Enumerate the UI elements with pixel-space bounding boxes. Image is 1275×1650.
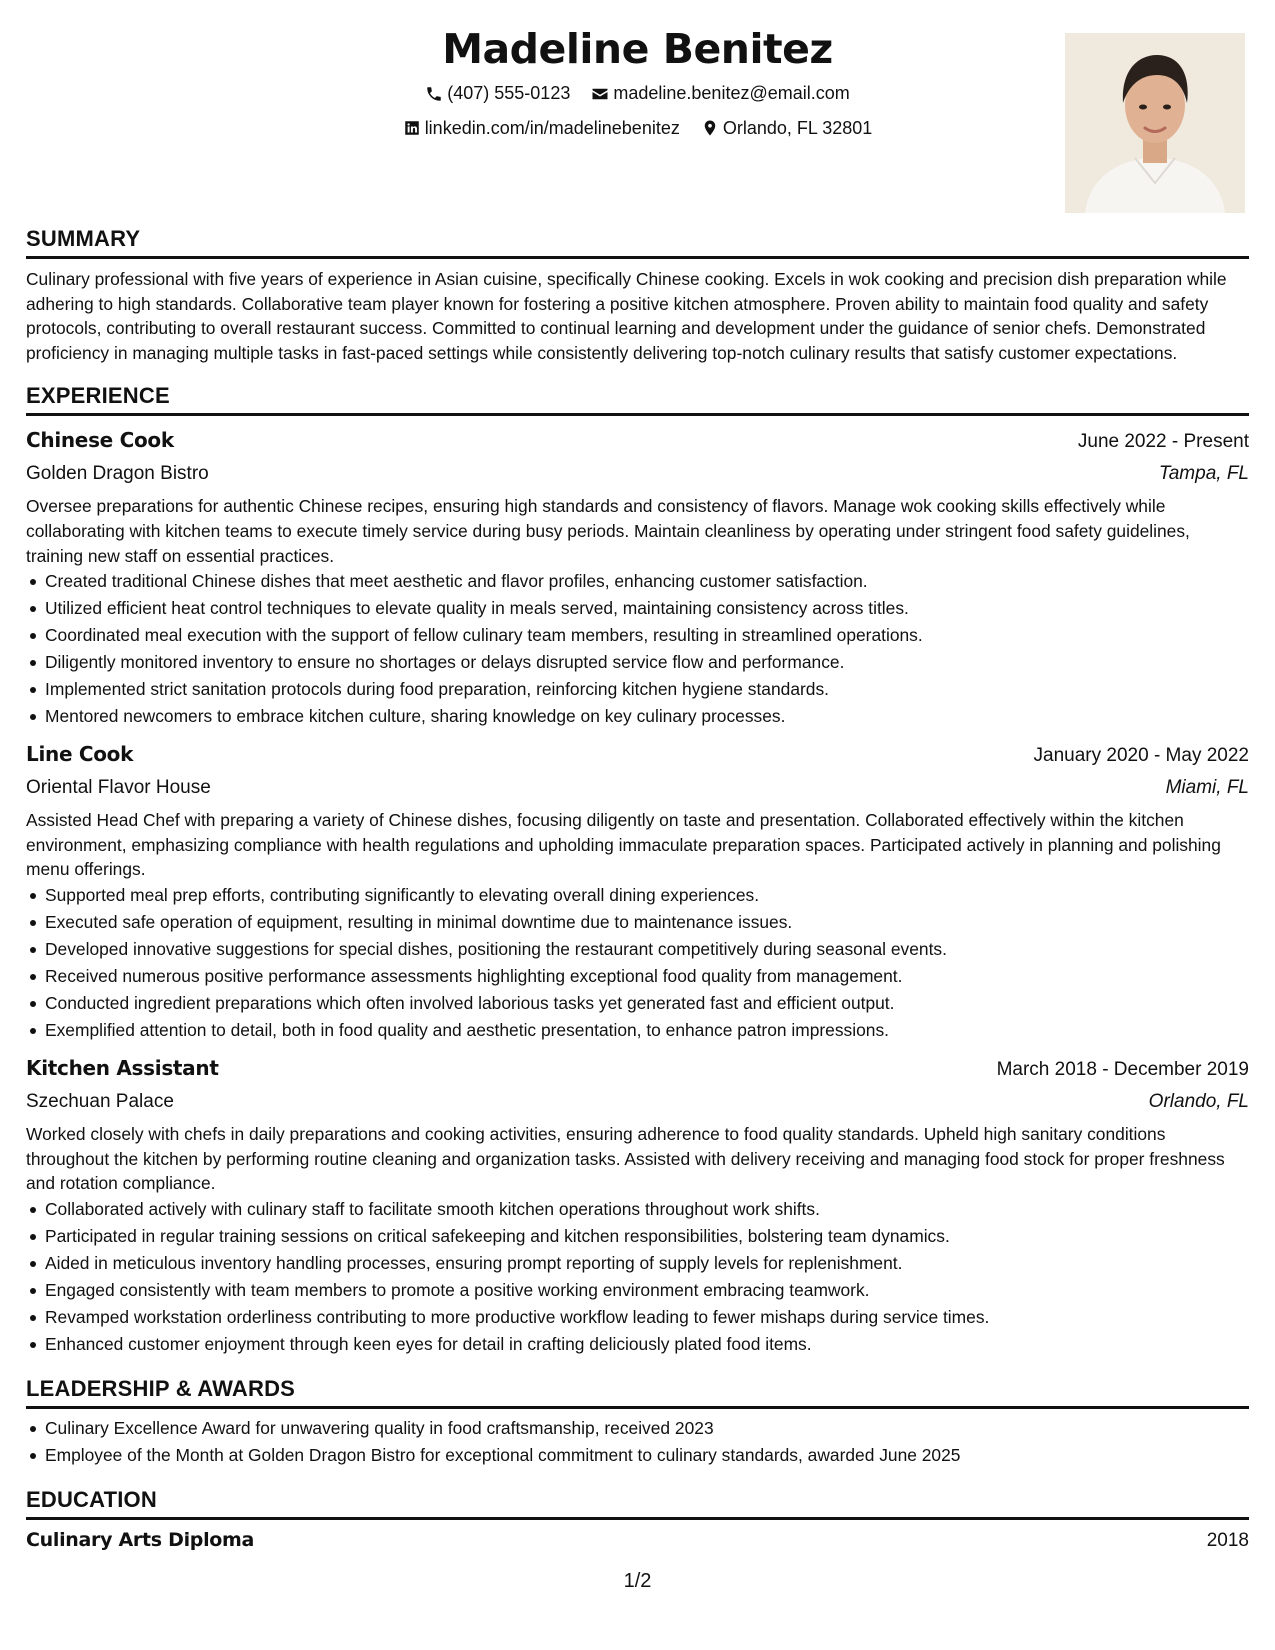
bullet-item: Engaged consistently with team members to promote a positive working environment embracing teamwork. — [45, 1277, 1249, 1304]
bullet-item: Executed safe operation of equipment, resulting in minimal downtime due to maintenance issues. — [45, 909, 1249, 936]
phone-text: (407) 555-0123 — [447, 83, 571, 103]
bullet-item: Enhanced customer enjoyment through keen eyes for detail in crafting deliciously plated food items. — [45, 1331, 1249, 1358]
leadership-section — [26, 1374, 1249, 1469]
bullet-item: Diligently monitored inventory to ensure no shortages or delays disrupted service flow and performance. — [45, 649, 1249, 676]
job-entry — [26, 1052, 1249, 1358]
phone-icon — [425, 85, 443, 103]
leadership-heading: LEADERSHIP & AWARDS — [26, 1374, 1249, 1409]
job-title: Chinese Cook — [26, 428, 174, 453]
awards-list — [26, 1415, 1249, 1469]
map-pin-icon — [701, 119, 719, 137]
bullet-item: Developed innovative suggestions for special dishes, positioning the restaurant competitively during seasonal events. — [45, 936, 1249, 963]
job-location: Tampa, FL — [1158, 463, 1249, 485]
envelope-icon — [591, 85, 609, 103]
resume-content — [26, 224, 1249, 1573]
job-location: Miami, FL — [1165, 777, 1249, 799]
experience-section — [26, 381, 1249, 1357]
profile-photo-illustration — [1065, 33, 1245, 213]
experience-heading: EXPERIENCE — [26, 381, 1249, 416]
job-title: Line Cook — [26, 742, 134, 767]
bullet-item: Supported meal prep efforts, contributing significantly to elevating overall dining experiences. — [45, 882, 1249, 909]
job-bullets — [26, 1196, 1249, 1358]
job-bullets — [26, 882, 1249, 1044]
award-item: Employee of the Month at Golden Dragon Bistro for exceptional commitment to culinary standards, awarded June 2025 — [45, 1442, 1249, 1469]
bullet-item: Mentored newcomers to embrace kitchen culture, sharing knowledge on key culinary processes. — [45, 703, 1249, 730]
email-text[interactable]: madeline.benitez@email.com — [613, 83, 850, 103]
profile-photo — [1065, 33, 1245, 213]
job-entry — [26, 738, 1249, 1044]
bullet-item: Created traditional Chinese dishes that meet aesthetic and flavor profiles, enhancing customer satisfaction. — [45, 568, 1249, 595]
job-description: Worked closely with chefs in daily preparations and cooking activities, ensuring adherence to food quality standards. Upheld high sanitary conditions throughout the kitchen by performing routine cleaning and organization tasks. Assisted with delivery receiving and managing food stock for proper freshness and rotation compliance. — [26, 1123, 1225, 1194]
job-entry — [26, 424, 1249, 730]
job-bullets — [26, 568, 1249, 730]
summary-section — [26, 224, 1249, 365]
job-company: Golden Dragon Bistro — [26, 463, 209, 485]
email-contact[interactable] — [591, 78, 849, 109]
summary-text: Culinary professional with five years of experience in Asian cuisine, specifically Chinese cooking. Excels in wok cooking and precision dish preparation while adhering to high standards. Collaborative team player known for fostering a positive kitchen atmosphere. Proven ability to maintain food quality and safety protocols, contributing to overall restaurant success. Committed to continual learning and development under the guidance of senior chefs. Demonstrated proficiency in managing multiple tasks in fast-paced settings while consistently delivering top-notch culinary results that satisfy customer expectations. — [26, 269, 1227, 363]
bullet-item: Implemented strict sanitation protocols during food preparation, reinforcing kitchen hygiene standards. — [45, 676, 1249, 703]
education-heading: EDUCATION — [26, 1485, 1249, 1520]
bullet-item: Received numerous positive performance assessments highlighting exceptional food quality from management. — [45, 963, 1249, 990]
job-location: Orlando, FL — [1148, 1090, 1249, 1112]
job-dates: January 2020 - May 2022 — [1033, 745, 1249, 767]
bullet-item: Conducted ingredient preparations which often involved laborious tasks yet generated fast and efficient output. — [45, 990, 1249, 1017]
job-company: Szechuan Palace — [26, 1090, 174, 1112]
job-company: Oriental Flavor House — [26, 777, 211, 799]
bullet-item: Utilized efficient heat control techniques to elevate quality in meals served, maintaining consistency across titles. — [45, 595, 1249, 622]
linkedin-contact[interactable] — [403, 113, 680, 144]
award-item: Culinary Excellence Award for unwavering quality in food craftsmanship, received 2023 — [45, 1415, 1249, 1442]
location-text: Orlando, FL 32801 — [722, 117, 873, 138]
bullet-item: Coordinated meal execution with the support of fellow culinary team members, resulting in streamlined operations. — [45, 622, 1249, 649]
education-year: 2018 — [1206, 1529, 1249, 1551]
bullet-item: Participated in regular training sessions on critical safekeeping and kitchen responsibilities, bolstering team dynamics. — [45, 1223, 1249, 1250]
education-degree: Culinary Arts Diploma — [26, 1528, 255, 1551]
location-contact — [701, 113, 872, 144]
job-description: Assisted Head Chef with preparing a variety of Chinese dishes, focusing diligently on taste and presentation. Collaborated effectively within the kitchen environment, emphasizing compliance with health regulations and upholding immaculate preparation spaces. Participated actively in planning and polishing menu offerings. — [26, 810, 1221, 880]
bullet-item: Collaborated actively with culinary staff to facilitate smooth kitchen operations throughout work shifts. — [45, 1196, 1249, 1223]
phone-contact — [425, 78, 570, 109]
page-number: 1/2 — [623, 1570, 652, 1592]
job-description: Oversee preparations for authentic Chinese recipes, ensuring high standards and consistency of flavors. Manage wok cooking skills effectively while collaborating with kitchen teams to execute timely service during busy periods. Maintain cleanliness by operating under stringent food safety guidelines, training new staff on essential practices. — [26, 496, 1190, 566]
job-dates: March 2018 - December 2019 — [996, 1058, 1249, 1080]
job-dates: June 2022 - Present — [1077, 431, 1249, 453]
summary-heading: SUMMARY — [26, 224, 1249, 259]
linkedin-icon — [403, 119, 421, 137]
education-entry — [26, 1524, 1249, 1557]
bullet-item: Exemplified attention to detail, both in food quality and aesthetic presentation, to enhance patron impressions. — [45, 1017, 1249, 1044]
job-title: Kitchen Assistant — [26, 1055, 219, 1080]
bullet-item: Revamped workstation orderliness contributing to more productive workflow leading to fewer mishaps during service times. — [45, 1304, 1249, 1331]
candidate-name: Madeline Benitez — [442, 25, 833, 73]
linkedin-text[interactable]: linkedin.com/in/madelinebenitez — [424, 117, 680, 138]
education-section — [26, 1485, 1249, 1557]
bullet-item: Aided in meticulous inventory handling processes, ensuring prompt reporting of supply levels for replenishment. — [45, 1250, 1249, 1277]
